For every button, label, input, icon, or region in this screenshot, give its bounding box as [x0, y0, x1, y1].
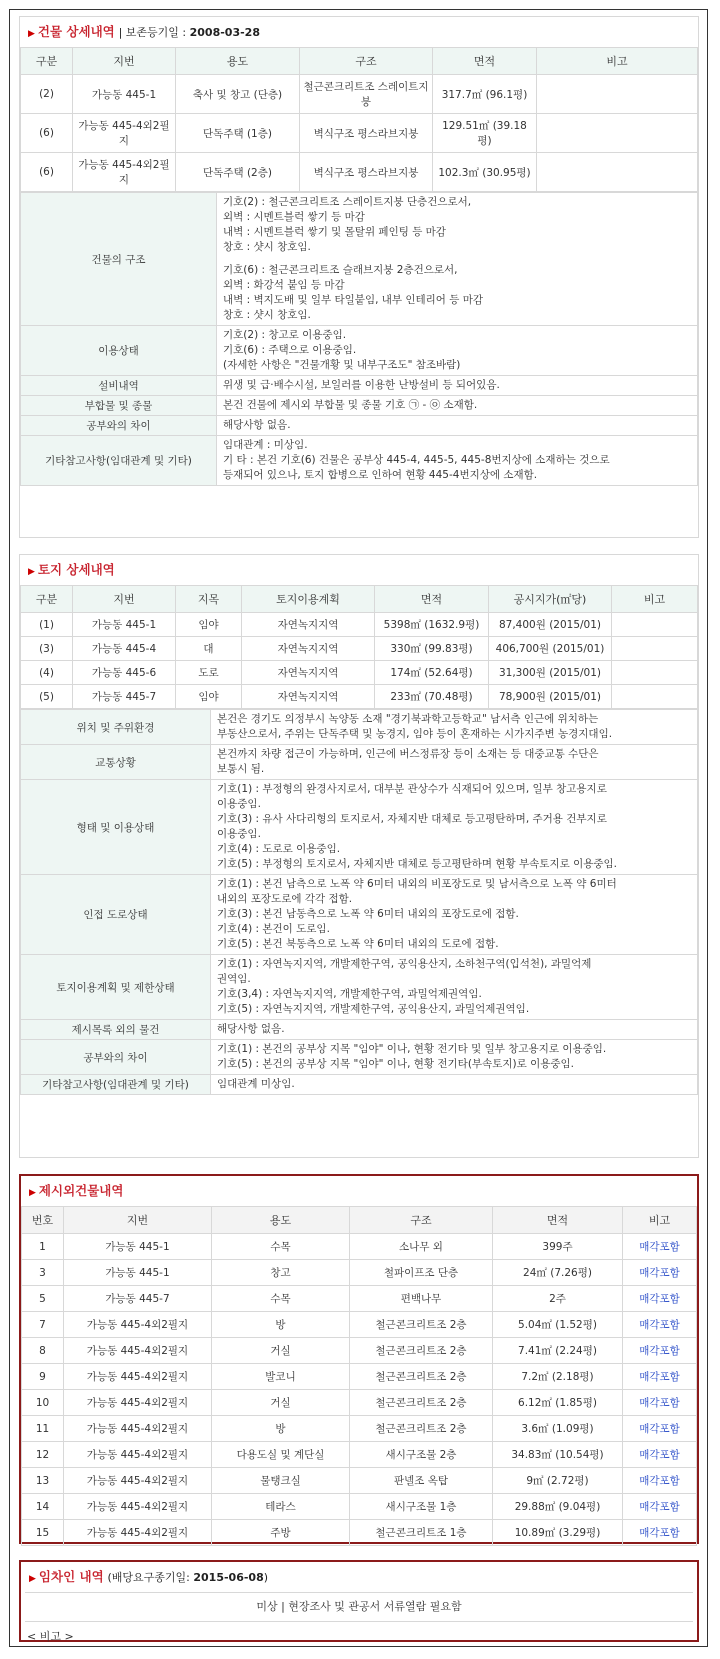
table-row	[22, 1494, 697, 1520]
detail-line: 기호(5) : 본건 북동측으로 노폭 약 6미터 내외의 도로에 접함.	[217, 938, 499, 950]
column-header: 지목	[176, 586, 242, 613]
cell-jibun: 가능동 445-1	[64, 1234, 212, 1260]
land-detail-section	[19, 554, 699, 1158]
cell-area: 3.6㎡ (1.09평)	[493, 1416, 623, 1442]
cell-plan: 자연녹지지역	[242, 613, 375, 637]
column-header: 지번	[73, 48, 176, 75]
cell-struct: 편백나무	[350, 1286, 493, 1312]
cell-note	[612, 685, 698, 709]
cell-struct: 소나무 외	[350, 1234, 493, 1260]
land-section-header	[20, 555, 698, 585]
cell-note	[537, 114, 698, 153]
detail-label: 인접 도로상태	[21, 875, 211, 955]
building-table-header	[21, 48, 698, 75]
cell-area: 317.7㎡ (96.1평)	[433, 75, 537, 114]
cell-struct: 벽식구조 평스라브지붕	[300, 114, 433, 153]
detail-line: 위생 및 급·배수시설, 보일러를 이용한 난방설비 등 되어있음.	[223, 379, 500, 391]
extra-section-header	[21, 1176, 697, 1206]
cell-gubun: (6)	[21, 114, 73, 153]
table-row	[22, 1234, 697, 1260]
cell-use: 거실	[212, 1338, 350, 1364]
column-header: 구조	[300, 48, 433, 75]
land-table-header	[21, 586, 698, 613]
detail-label: 공부와의 차이	[21, 1040, 211, 1075]
column-header: 면적	[493, 1207, 623, 1234]
detail-text	[217, 436, 698, 486]
cell-no: 13	[22, 1468, 64, 1494]
detail-label: 설비내역	[21, 376, 217, 396]
extra-building-section	[19, 1174, 699, 1544]
cell-area: 5398㎡ (1632.9평)	[375, 613, 489, 637]
building-section-title: 건물 상세내역	[37, 24, 115, 39]
table-row	[22, 1468, 697, 1494]
cell-note	[537, 75, 698, 114]
detail-line: 본건까지 차량 접근이 가능하며, 인근에 버스정류장 등이 소재는 등 대중교통 수단은	[217, 748, 599, 760]
cell-use: 단독주택 (1층)	[176, 114, 300, 153]
column-header: 공시지가(㎡당)	[489, 586, 612, 613]
detail-row	[21, 955, 698, 1020]
column-header: 지번	[73, 586, 176, 613]
column-header: 구조	[350, 1207, 493, 1234]
cell-no: 15	[22, 1520, 64, 1546]
sale-included-link[interactable]: 매각포함	[623, 1364, 697, 1390]
cell-price: 78,900원 (2015/01)	[489, 685, 612, 709]
table-row	[22, 1416, 697, 1442]
detail-label: 기타참고사항(임대관계 및 기타)	[21, 436, 217, 486]
sale-included-link[interactable]: 매각포함	[623, 1338, 697, 1364]
cell-jimok: 임야	[176, 685, 242, 709]
detail-line: 이용중임.	[217, 798, 261, 810]
detail-row	[21, 875, 698, 955]
detail-line: 기호(4) : 도로로 이용중임.	[217, 843, 341, 855]
cell-gubun: (1)	[21, 613, 73, 637]
detail-line: 기호(5) : 자연녹지지역, 개발제한구역, 공익용산지, 과밀억제권역임.	[217, 1003, 530, 1015]
cell-use: 테라스	[212, 1494, 350, 1520]
cell-price: 31,300원 (2015/01)	[489, 661, 612, 685]
building-section-header	[20, 17, 698, 47]
cell-gubun: (5)	[21, 685, 73, 709]
detail-label: 건물의 구조	[21, 193, 217, 326]
cell-plan: 자연녹지지역	[242, 685, 375, 709]
cell-no: 9	[22, 1364, 64, 1390]
cell-jibun: 가능동 445-4외2필지	[64, 1442, 212, 1468]
detail-text	[217, 193, 698, 326]
column-header: 구분	[21, 586, 73, 613]
building-detail-section	[19, 16, 699, 538]
detail-line: 기호(1) : 부정형의 완경사지로서, 대부분 관상수가 식재되어 있으며, 일부 창고용지로	[217, 783, 607, 795]
table-row	[22, 1364, 697, 1390]
detail-line: 기호(5) : 부정형의 토지로서, 자체지반 대체로 등고평탄하며 현황 부속토지로 이용중임.	[217, 858, 617, 870]
cell-price: 87,400원 (2015/01)	[489, 613, 612, 637]
table-row	[22, 1286, 697, 1312]
building-details-table	[20, 192, 698, 486]
tenant-remarks-label: < 비고 >	[27, 1630, 74, 1643]
cell-area: 129.51㎡ (39.18평)	[433, 114, 537, 153]
cell-jibun: 가능동 445-4외2필지	[73, 114, 176, 153]
cell-area: 6.12㎡ (1.85평)	[493, 1390, 623, 1416]
detail-line: 본건 건물에 제시외 부합물 및 종물 기호 ㉠ - ㉧ 소재함.	[223, 399, 478, 411]
detail-text	[217, 396, 698, 416]
cell-no: 5	[22, 1286, 64, 1312]
table-row	[21, 661, 698, 685]
detail-label: 제시목록 외의 물건	[21, 1020, 211, 1040]
detail-text	[211, 955, 698, 1020]
cell-use: 수목	[212, 1286, 350, 1312]
sale-included-link[interactable]: 매각포함	[623, 1390, 697, 1416]
cell-area: 330㎡ (99.83평)	[375, 637, 489, 661]
cell-area: 5.04㎡ (1.52평)	[493, 1312, 623, 1338]
cell-area: 102.3㎡ (30.95평)	[433, 153, 537, 192]
detail-line: 기호(6) : 철근콘크리트조 슬래브지붕 2층건으로서,	[223, 264, 458, 276]
cell-gubun: (6)	[21, 153, 73, 192]
column-header: 용도	[176, 48, 300, 75]
detail-text	[211, 875, 698, 955]
cell-gubun: (2)	[21, 75, 73, 114]
detail-line: 이용중임.	[217, 828, 261, 840]
table-row	[21, 114, 698, 153]
detail-line: 등재되어 있으나, 토지 합병으로 인하여 현황 445-4번지상에 소재함.	[223, 469, 538, 481]
detail-label: 교통상황	[21, 745, 211, 780]
detail-label: 부합물 및 종물	[21, 396, 217, 416]
detail-row	[21, 416, 698, 436]
cell-area: 399주	[493, 1234, 623, 1260]
cell-use: 창고	[212, 1260, 350, 1286]
building-registration-date: | 보존등기일 : 2008-03-28	[118, 26, 260, 39]
detail-line: 창호 : 샷시 창호임.	[223, 241, 311, 253]
cell-use: 수목	[212, 1234, 350, 1260]
detail-line: 기호(2) : 창고로 이용중임.	[223, 329, 347, 341]
cell-jibun: 가능동 445-4외2필지	[64, 1416, 212, 1442]
detail-line: 보통시 됨.	[217, 763, 265, 775]
detail-row	[21, 396, 698, 416]
land-section-title: 토지 상세내역	[37, 562, 115, 577]
cell-struct: 철근콘크리트조 2층	[350, 1338, 493, 1364]
detail-line: 기호(2) : 철근콘크리트조 스레이트지붕 단층건으로서,	[223, 196, 472, 208]
column-header: 토지이용계획	[242, 586, 375, 613]
cell-area: 7.41㎡ (2.24평)	[493, 1338, 623, 1364]
cell-no: 11	[22, 1416, 64, 1442]
detail-line: 기호(5) : 본건의 공부상 지목 "임야" 이나, 현황 전기타(부속토지)로 이용중임.	[217, 1058, 574, 1070]
cell-gubun: (3)	[21, 637, 73, 661]
column-header: 구분	[21, 48, 73, 75]
detail-line: 기호(1) : 자연녹지지역, 개발제한구역, 공익용산지, 소하천구역(입석천), 과밀억제	[217, 958, 592, 970]
detail-label: 형태 및 이용상태	[21, 780, 211, 875]
detail-row	[21, 326, 698, 376]
cell-jibun: 가능동 445-4외2필지	[64, 1494, 212, 1520]
table-row	[21, 685, 698, 709]
cell-area: 233㎡ (70.48평)	[375, 685, 489, 709]
cell-area: 7.2㎡ (2.18평)	[493, 1364, 623, 1390]
detail-line: 기호(3,4) : 자연녹지지역, 개발제한구역, 과밀억제권역임.	[217, 988, 482, 1000]
detail-text	[217, 326, 698, 376]
detail-row	[21, 1020, 698, 1040]
cell-use: 주방	[212, 1520, 350, 1546]
cell-no: 12	[22, 1442, 64, 1468]
column-header: 지번	[64, 1207, 212, 1234]
detail-line: 임대관계 미상임.	[217, 1078, 295, 1090]
detail-row	[21, 1040, 698, 1075]
arrow-right-icon: ▶	[28, 567, 35, 577]
table-row	[22, 1338, 697, 1364]
table-row	[21, 637, 698, 661]
cell-no: 10	[22, 1390, 64, 1416]
column-header: 용도	[212, 1207, 350, 1234]
table-row	[22, 1260, 697, 1286]
cell-struct: 철근콘크리트조 2층	[350, 1390, 493, 1416]
cell-jibun: 가능동 445-1	[73, 75, 176, 114]
table-row	[21, 613, 698, 637]
cell-jibun: 가능동 445-4외2필지	[73, 153, 176, 192]
detail-line: 기호(1) : 본건의 공부상 지목 "임야" 이나, 현황 전기타 및 일부 창고용지로 이용중임.	[217, 1043, 607, 1055]
detail-text	[211, 710, 698, 745]
detail-text	[217, 376, 698, 396]
extra-section-title: 제시외건물내역	[38, 1183, 124, 1198]
cell-struct: 새시구조물 2층	[350, 1442, 493, 1468]
table-row	[21, 75, 698, 114]
cell-struct: 철근콘크리트조 2층	[350, 1364, 493, 1390]
sale-included-link[interactable]: 매각포함	[623, 1260, 697, 1286]
cell-use: 발코니	[212, 1364, 350, 1390]
cell-gubun: (4)	[21, 661, 73, 685]
cell-jibun: 가능동 445-4외2필지	[64, 1364, 212, 1390]
cell-struct: 판넬조 옥탑	[350, 1468, 493, 1494]
cell-jibun: 가능동 445-1	[73, 613, 176, 637]
detail-text	[211, 780, 698, 875]
cell-jibun: 가능동 445-4	[73, 637, 176, 661]
detail-text	[211, 745, 698, 780]
cell-area: 9㎡ (2.72평)	[493, 1468, 623, 1494]
cell-struct: 철파이프조 단층	[350, 1260, 493, 1286]
cell-jibun: 가능동 445-6	[73, 661, 176, 685]
cell-use: 물탱크실	[212, 1468, 350, 1494]
sale-included-link[interactable]: 매각포함	[623, 1468, 697, 1494]
detail-line: 기호(4) : 본건이 도로임.	[217, 923, 330, 935]
land-details-table	[20, 709, 698, 1095]
cell-jimok: 도로	[176, 661, 242, 685]
column-header: 비고	[623, 1207, 697, 1234]
sale-included-link[interactable]: 매각포함	[623, 1520, 697, 1546]
detail-text	[217, 416, 698, 436]
cell-struct: 철근콘크리트조 스레이트지붕	[300, 75, 433, 114]
cell-use: 다용도실 및 계단실	[212, 1442, 350, 1468]
table-row	[22, 1520, 697, 1546]
tenant-section	[19, 1560, 699, 1642]
sale-included-link[interactable]: 매각포함	[623, 1286, 697, 1312]
cell-no: 1	[22, 1234, 64, 1260]
cell-note	[612, 661, 698, 685]
column-header: 번호	[22, 1207, 64, 1234]
detail-line: 내벽 : 벽지도배 및 일부 타일붙임, 내부 인테리어 등 마감	[223, 294, 484, 306]
cell-area: 2주	[493, 1286, 623, 1312]
cell-struct: 철근콘크리트조 2층	[350, 1416, 493, 1442]
building-table	[20, 47, 698, 192]
cell-area: 24㎡ (7.26평)	[493, 1260, 623, 1286]
detail-row	[21, 710, 698, 745]
extra-table-header	[22, 1207, 697, 1234]
detail-row	[21, 436, 698, 486]
cell-jibun: 가능동 445-4외2필지	[64, 1312, 212, 1338]
table-row	[21, 153, 698, 192]
sale-included-link[interactable]: 매각포함	[623, 1494, 697, 1520]
column-header: 면적	[433, 48, 537, 75]
detail-text	[211, 1040, 698, 1075]
tenant-section-header	[21, 1562, 697, 1592]
cell-plan: 자연녹지지역	[242, 661, 375, 685]
cell-jibun: 가능동 445-7	[73, 685, 176, 709]
cell-jibun: 가능동 445-7	[64, 1286, 212, 1312]
sale-included-link[interactable]: 매각포함	[623, 1234, 697, 1260]
cell-note	[612, 613, 698, 637]
column-header: 비고	[612, 586, 698, 613]
tenant-deadline: (배당요구종기일: 2015-06-08)	[107, 1571, 269, 1584]
cell-jibun: 가능동 445-4외2필지	[64, 1390, 212, 1416]
cell-jimok: 대	[176, 637, 242, 661]
cell-jibun: 가능동 445-4외2필지	[64, 1468, 212, 1494]
detail-text	[211, 1020, 698, 1040]
detail-line: 본건은 경기도 의정부시 녹양동 소재 "경기북과학고등학교" 남서측 인근에 위치하는	[217, 713, 599, 725]
sale-included-link[interactable]: 매각포함	[623, 1416, 697, 1442]
sale-included-link[interactable]: 매각포함	[623, 1442, 697, 1468]
tenant-notice: 미상 | 현장조사 및 관공서 서류열람 필요함	[25, 1592, 693, 1622]
cell-jimok: 임야	[176, 613, 242, 637]
detail-line: 기호(6) : 주택으로 이용중임.	[223, 344, 357, 356]
cell-note	[612, 637, 698, 661]
cell-struct: 벽식구조 평스라브지붕	[300, 153, 433, 192]
detail-line: 내벽 : 시멘트블럭 쌓기 및 몰탈위 페인팅 등 마감	[223, 226, 446, 238]
extra-building-table	[21, 1206, 697, 1546]
cell-note	[537, 153, 698, 192]
detail-text	[211, 1075, 698, 1095]
cell-struct: 철근콘크리트조 1층	[350, 1520, 493, 1546]
detail-label: 토지이용계획 및 제한상태	[21, 955, 211, 1020]
detail-label: 공부와의 차이	[21, 416, 217, 436]
cell-struct: 새시구조물 1층	[350, 1494, 493, 1520]
detail-label: 기타참고사항(임대관계 및 기타)	[21, 1075, 211, 1095]
detail-line: 기호(3) : 본건 남동측으로 노폭 약 6미터 내외의 포장도로에 접함.	[217, 908, 519, 920]
detail-line: 창호 : 샷시 창호임.	[223, 309, 311, 321]
cell-struct: 철근콘크리트조 2층	[350, 1312, 493, 1338]
arrow-right-icon: ▶	[29, 1188, 36, 1198]
detail-line: 내외의 포장도로에 각각 접함.	[217, 893, 353, 905]
cell-no: 7	[22, 1312, 64, 1338]
table-row	[22, 1442, 697, 1468]
detail-row	[21, 745, 698, 780]
cell-plan: 자연녹지지역	[242, 637, 375, 661]
cell-use: 거실	[212, 1390, 350, 1416]
cell-use: 축사 및 창고 (단층)	[176, 75, 300, 114]
cell-area: 34.83㎡ (10.54평)	[493, 1442, 623, 1468]
cell-jibun: 가능동 445-1	[64, 1260, 212, 1286]
table-row	[22, 1312, 697, 1338]
detail-line	[223, 255, 691, 263]
cell-no: 3	[22, 1260, 64, 1286]
cell-jibun: 가능동 445-4외2필지	[64, 1338, 212, 1364]
detail-line: 기호(3) : 유사 사다리형의 토지로서, 자체지반 대체로 등고평탄하며, 주거용 건부지로	[217, 813, 607, 825]
table-row	[22, 1390, 697, 1416]
detail-row	[21, 1075, 698, 1095]
detail-line: 부동산으로서, 주위는 단독주택 및 농경지, 임야 등이 혼재하는 시가지주변 농경지대임.	[217, 728, 613, 740]
detail-line: 해당사항 없음.	[217, 1023, 285, 1035]
arrow-right-icon: ▶	[28, 29, 35, 39]
detail-line: (자세한 사항은 "건물개황 및 내부구조도" 참조바람)	[223, 359, 461, 371]
detail-line: 기호(1) : 본건 남측으로 노폭 약 6미터 내외의 비포장도로 및 남서측으로 노폭 약 6미터	[217, 878, 617, 890]
detail-line: 외벽 : 시멘트블럭 쌓기 등 마감	[223, 211, 365, 223]
cell-price: 406,700원 (2015/01)	[489, 637, 612, 661]
sale-included-link[interactable]: 매각포함	[623, 1312, 697, 1338]
cell-area: 10.89㎡ (3.29평)	[493, 1520, 623, 1546]
detail-label: 이용상태	[21, 326, 217, 376]
column-header: 면적	[375, 586, 489, 613]
arrow-right-icon: ▶	[29, 1574, 36, 1584]
cell-area: 174㎡ (52.64평)	[375, 661, 489, 685]
detail-line: 권역임.	[217, 973, 251, 985]
detail-line: 해당사항 없음.	[223, 419, 291, 431]
detail-row	[21, 193, 698, 326]
column-header: 비고	[537, 48, 698, 75]
cell-jibun: 가능동 445-4외2필지	[64, 1520, 212, 1546]
detail-line: 외벽 : 화강석 붙임 등 마감	[223, 279, 345, 291]
detail-label: 위치 및 주위환경	[21, 710, 211, 745]
cell-use: 방	[212, 1416, 350, 1442]
detail-row	[21, 780, 698, 875]
tenant-section-title: 임차인 내역	[38, 1569, 104, 1584]
cell-area: 29.88㎡ (9.04평)	[493, 1494, 623, 1520]
detail-row	[21, 376, 698, 396]
detail-line: 임대관계 : 미상임.	[223, 439, 308, 451]
land-table	[20, 585, 698, 709]
detail-line: 기 타 : 본건 기호(6) 건물은 공부상 445-4, 445-5, 445-8번지상에 소재하는 것으로	[223, 454, 610, 466]
cell-use: 방	[212, 1312, 350, 1338]
cell-no: 8	[22, 1338, 64, 1364]
cell-no: 14	[22, 1494, 64, 1520]
cell-use: 단독주택 (2층)	[176, 153, 300, 192]
